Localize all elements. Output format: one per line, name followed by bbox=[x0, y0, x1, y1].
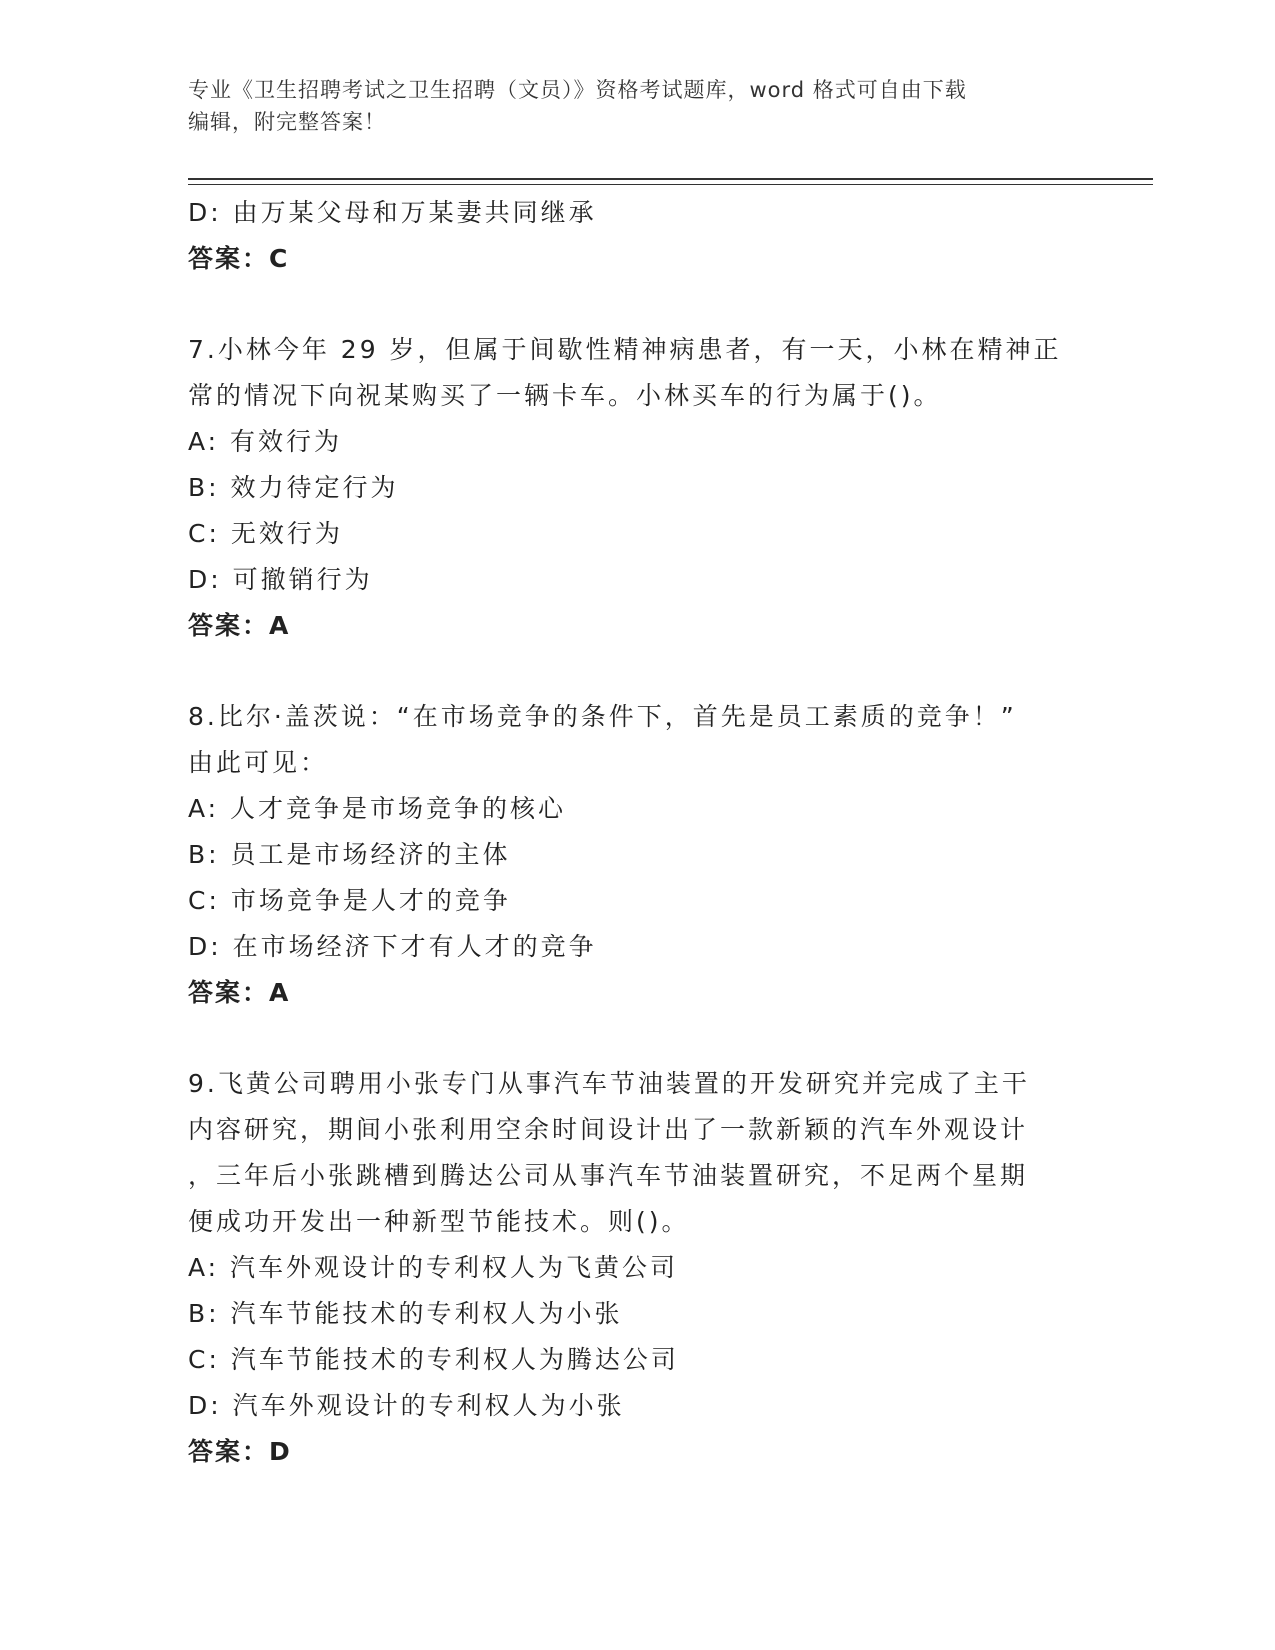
header-line-1: 专业《卫生招聘考试之卫生招聘（文员）》资格考试题库，word 格式可自由下载 bbox=[188, 78, 967, 102]
option-d: D: 在市场经济下才有人才的竞争 bbox=[188, 932, 597, 961]
question-stem-line: 常的情况下向祝某购买了一辆卡车。小林买车的行为属于()。 bbox=[188, 381, 942, 410]
question-stem-line: ，三年后小张跳槽到腾达公司从事汽车节油装置研究，不足两个星期 bbox=[188, 1161, 1029, 1190]
document-header bbox=[188, 74, 1068, 138]
answer: 答案：D bbox=[188, 1437, 292, 1466]
spacer bbox=[188, 649, 1088, 694]
header-divider-thick bbox=[188, 178, 1153, 180]
answer: 答案：A bbox=[188, 978, 291, 1007]
option-a: A: 有效行为 bbox=[188, 427, 343, 456]
question-list bbox=[188, 190, 1088, 1475]
answer: 答案：A bbox=[188, 611, 291, 640]
question-9 bbox=[188, 1061, 1088, 1475]
question-stem-line: 内容研究，期间小张利用空余时间设计出了一款新颖的汽车外观设计 bbox=[188, 1115, 1029, 1144]
question-stem-line: 由此可见： bbox=[188, 748, 329, 777]
question-stem-line: 8.比尔·盖茨说：“在市场竞争的条件下，首先是员工素质的竞争！” bbox=[188, 702, 1017, 731]
option-d: D: 可撤销行为 bbox=[188, 565, 373, 594]
question-7 bbox=[188, 327, 1088, 649]
header-divider-thin bbox=[188, 184, 1153, 185]
option-d: D: 汽车外观设计的专利权人为小张 bbox=[188, 1391, 625, 1420]
question-8 bbox=[188, 694, 1088, 1016]
option-c: C: 无效行为 bbox=[188, 519, 343, 548]
question-stem-line: 便成功开发出一种新型节能技术。则()。 bbox=[188, 1207, 690, 1236]
question-stem-line: 7.小林今年 29 岁，但属于间歇性精神病患者，有一天，小林在精神正 bbox=[188, 335, 1062, 364]
spacer bbox=[188, 282, 1088, 327]
prev-option-d: D: 由万某父母和万某妻共同继承 bbox=[188, 198, 597, 227]
header-line-2: 编辑，附完整答案！ bbox=[188, 110, 386, 134]
option-c: C: 市场竞争是人才的竞争 bbox=[188, 886, 511, 915]
question-stem-line: 9.飞黄公司聘用小张专门从事汽车节油装置的开发研究并完成了主干 bbox=[188, 1069, 1030, 1098]
option-b: B: 效力待定行为 bbox=[188, 473, 399, 502]
option-c: C: 汽车节能技术的专利权人为腾达公司 bbox=[188, 1345, 679, 1374]
prev-answer: 答案：C bbox=[188, 244, 290, 273]
option-b: B: 汽车节能技术的专利权人为小张 bbox=[188, 1299, 623, 1328]
option-a: A: 人才竞争是市场竞争的核心 bbox=[188, 794, 567, 823]
spacer bbox=[188, 1016, 1088, 1061]
option-b: B: 员工是市场经济的主体 bbox=[188, 840, 511, 869]
option-a: A: 汽车外观设计的专利权人为飞黄公司 bbox=[188, 1253, 679, 1282]
